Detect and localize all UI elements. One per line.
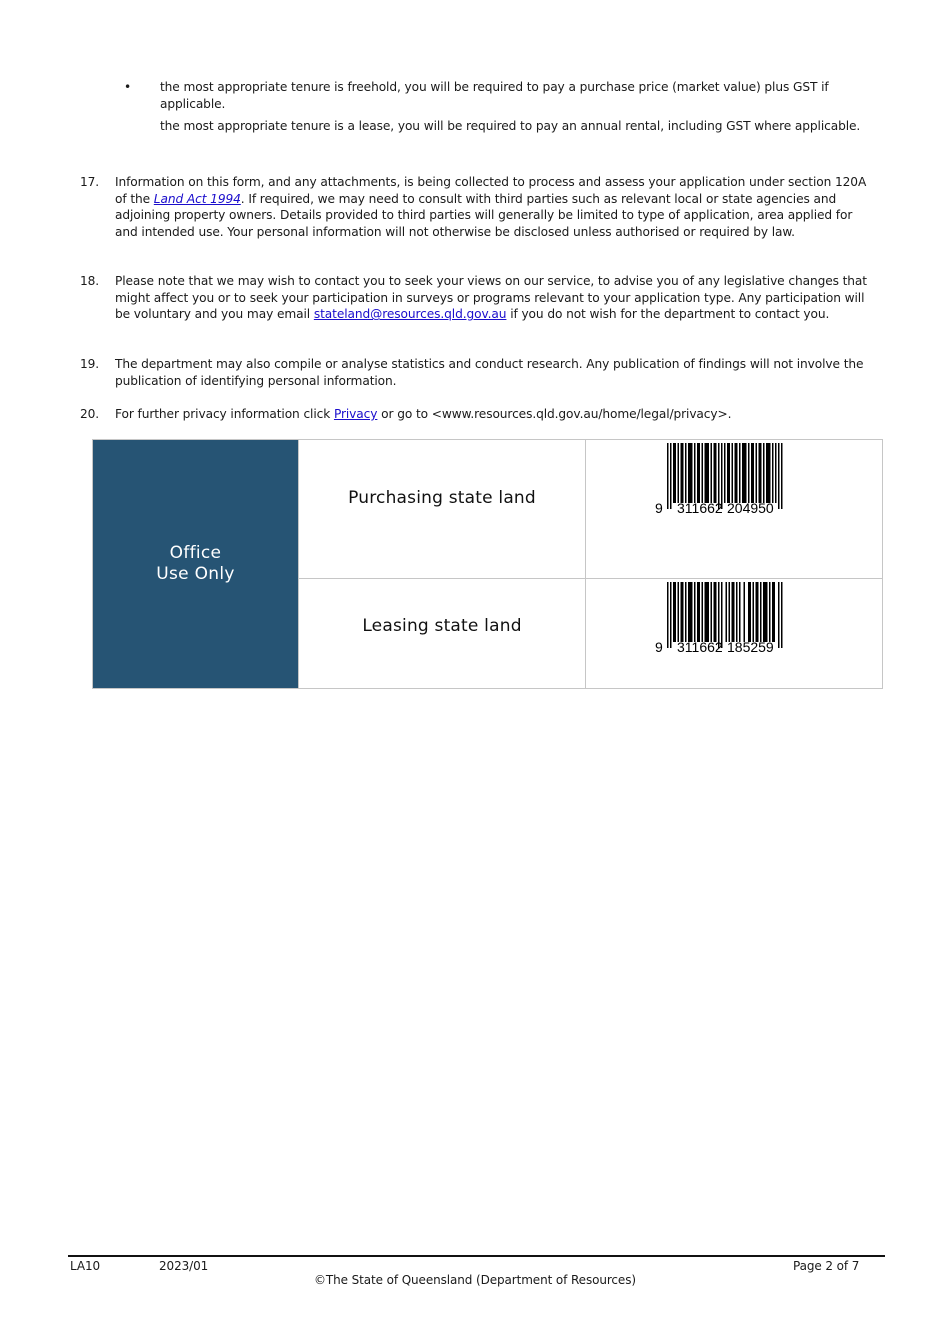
footer-version: 2023/01 (159, 1259, 209, 1273)
row-label: Leasing state land (362, 616, 522, 636)
bullet-marker: • (124, 80, 132, 94)
office-use-table (92, 439, 883, 689)
office-use-only-header (93, 440, 298, 688)
footer-form-code: LA10 (70, 1259, 101, 1273)
bullet-body (160, 79, 872, 141)
footer-page-number: Page 2 of 7 (793, 1259, 860, 1273)
item-text (115, 174, 870, 240)
table-row (298, 579, 882, 688)
row-label: Purchasing state land (348, 488, 536, 508)
item-text-part: or go to <www.resources.qld.gov.au/home/legal/privacy>. (377, 407, 732, 421)
email-link[interactable]: stateland@resources.qld.gov.au (313, 307, 507, 322)
barcode-icon (655, 443, 805, 515)
bullet-paragraph-freehold: the most appropriate tenure is freehold, you will be required to pay a purchase price (market value) plus GST if applicable. (160, 80, 829, 111)
svg-text:9: 9 (655, 500, 663, 515)
svg-text:311662: 311662 (677, 639, 723, 654)
item-text-part: Please note that we may wish to contact you to seek your views on our service, to advise you of any legislative changes that might affect you or to seek your participation in surveys or programs relevant to your application type. Any participation will be voluntary and you may email (115, 274, 867, 322)
privacy-link[interactable]: Privacy (333, 407, 378, 421)
item-number: 19. (80, 357, 100, 371)
svg-text:204950: 204950 (727, 500, 774, 515)
footer-divider (68, 1255, 885, 1257)
item-text-part: . If required, we may need to consult with third parties such as relevant local or state agencies and adjoining property owners. Details provided to third parties will generally be limited to type of application, area applied for and intended use. Your personal information will not otherwise be disclosed unless authorised or required by law. (115, 191, 853, 239)
table-row (298, 440, 882, 579)
item-text (115, 406, 870, 423)
svg-text:185259: 185259 (727, 639, 774, 654)
barcode-cell (586, 579, 882, 688)
item-text (115, 273, 870, 323)
land-act-link[interactable]: Land Act 1994 (153, 191, 241, 206)
svg-text:9: 9 (655, 639, 663, 654)
item-text: The department may also compile or analyse statistics and conduct research. Any publication of findings will not involve the publication of identifying personal information. (115, 357, 864, 388)
item-text-part: if you do not wish for the department to contact you. (506, 307, 830, 322)
barcode-icon (655, 582, 805, 654)
item-text-part: For further privacy information click (115, 407, 334, 421)
barcode-cell (586, 440, 882, 578)
bullet-paragraph-lease: the most appropriate tenure is a lease, you will be required to pay an annual rental, including GST where applicable. (160, 119, 861, 134)
svg-text:311662: 311662 (677, 500, 723, 515)
item-number: 20. (80, 407, 100, 421)
item-number: 17. (80, 175, 100, 189)
office-header-line: Office (169, 543, 222, 563)
row-label-cell (298, 579, 586, 688)
office-header-line: Use Only (156, 564, 235, 584)
item-text-part: Information on this form, and any attachments, is being collected to process and assess your application under section 120A of the (115, 175, 867, 206)
item-number: 18. (80, 274, 100, 288)
row-label-cell (298, 440, 586, 578)
footer-copyright: ©The State of Queensland (Department of Resources) (314, 1273, 636, 1287)
